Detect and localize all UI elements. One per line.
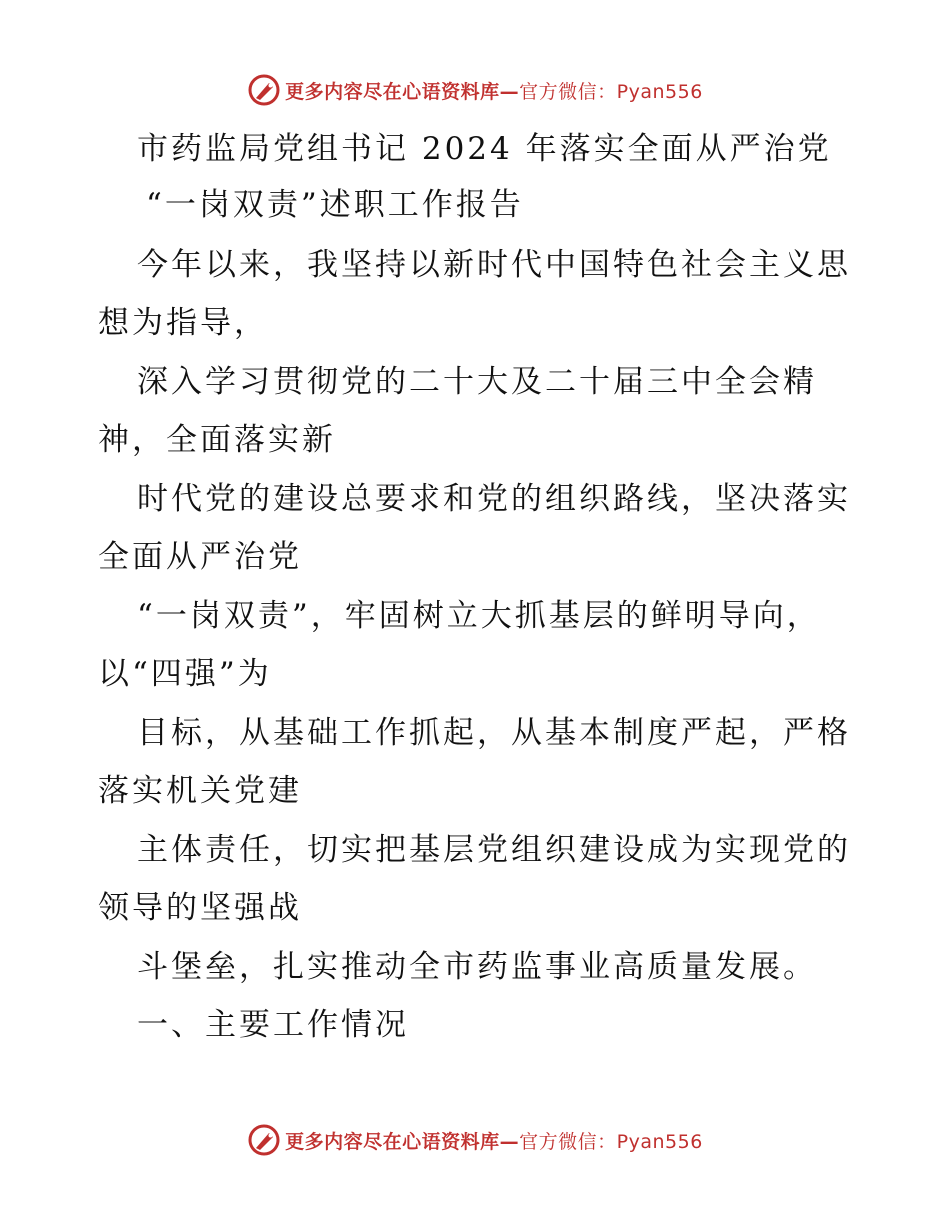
doc-title-line-1: 市药监局党组书记 2024 年落实全面从严治党	[137, 131, 832, 167]
watermark-contact: 官方微信：Pyan556	[519, 80, 703, 103]
watermark-banner-top	[0, 72, 950, 108]
watermark-text	[285, 1127, 703, 1154]
doc-text-line: 今年以来，我坚持以新时代中国特色社会主义思	[137, 247, 851, 283]
doc-text-line: “一岗双责”，牢固树立大抓基层的鲜明导向，	[137, 598, 821, 634]
doc-text-line: 深入学习贯彻党的二十大及二十届三中全会精	[137, 364, 817, 400]
doc-text-line: 全面从严治党	[98, 539, 302, 575]
doc-text-line: 以“四强”为	[98, 656, 272, 692]
watermark-text	[285, 77, 703, 104]
doc-text-line: 领导的坚强战	[98, 890, 302, 926]
watermark-banner-bottom	[0, 1122, 950, 1158]
doc-title-line-2: “一岗双责”述职工作报告	[146, 187, 524, 223]
doc-text-line: 时代党的建设总要求和党的组织路线，坚决落实	[137, 481, 851, 517]
watermark-brand: 更多内容尽在心语资料库—	[285, 80, 520, 103]
pen-nib-circle-icon	[247, 73, 281, 107]
doc-text-line: 目标，从基础工作抓起，从基本制度严起，严格	[137, 715, 851, 751]
doc-text-line: 斗堡垒，扎实推动全市药监事业高质量发展。	[137, 949, 817, 985]
watermark-brand: 更多内容尽在心语资料库—	[285, 1130, 520, 1153]
doc-text-line: 神，全面落实新	[98, 422, 336, 458]
doc-text-line: 落实机关党建	[98, 773, 302, 809]
section-heading: 一、主要工作情况	[137, 1007, 409, 1043]
pen-nib-circle-icon	[247, 1123, 281, 1157]
doc-text-line: 主体责任，切实把基层党组织建设成为实现党的	[137, 832, 851, 868]
watermark-contact: 官方微信：Pyan556	[519, 1130, 703, 1153]
doc-text-line: 想为指导，	[98, 305, 268, 341]
